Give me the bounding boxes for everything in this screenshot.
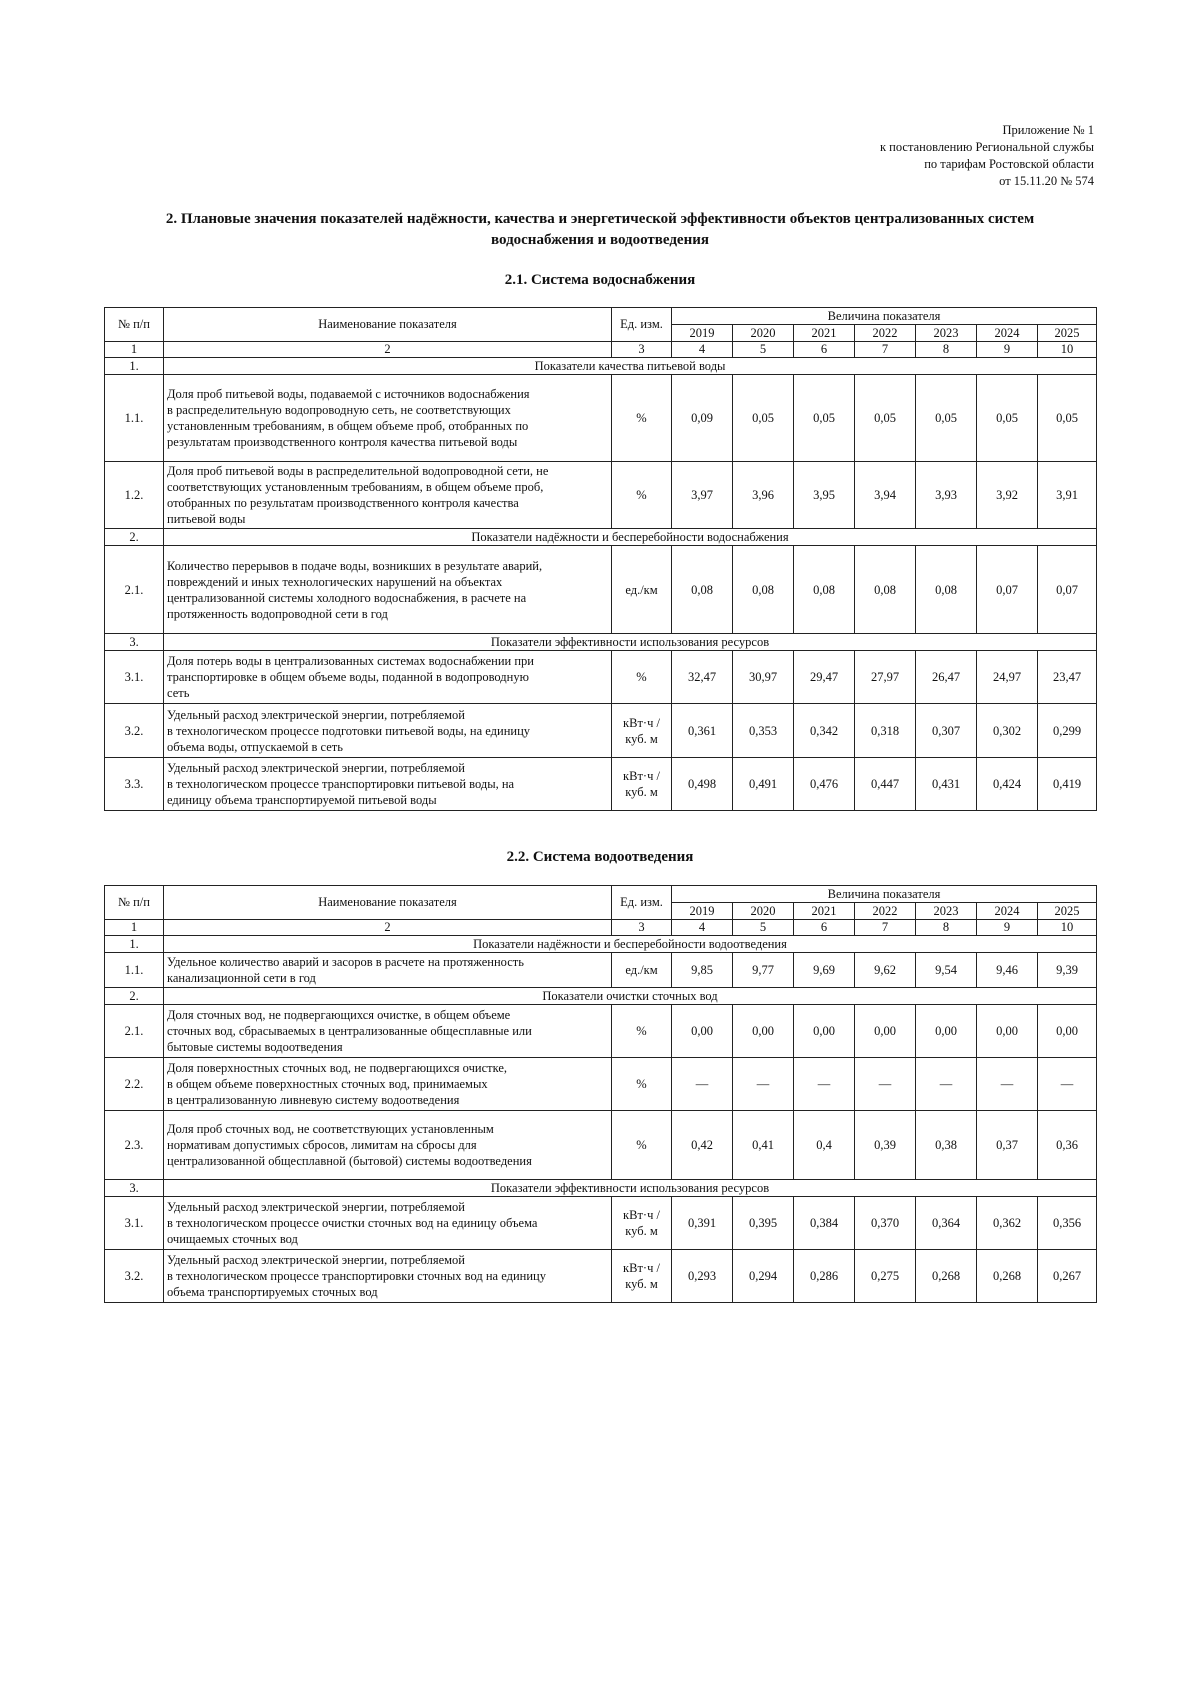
column-index: 9: [977, 920, 1038, 936]
value-cell: 3,94: [855, 462, 916, 529]
header-value: Величина показателя: [672, 308, 1097, 325]
indicator-name-line: транспортировке в общем объеме воды, поданной в водопроводную: [167, 670, 529, 684]
title-line: водоснабжения и водоотведения: [491, 232, 709, 248]
indicator-name-line: установленным требованиям, в общем объеме проб, отобранных по: [167, 419, 529, 433]
unit-line: кВт·ч /: [623, 1208, 660, 1222]
value-cell: —: [733, 1058, 794, 1111]
indicator-name-line: Удельный расход электрической энергии, потребляемой: [167, 1253, 465, 1267]
table-row: [105, 1058, 1097, 1111]
indicator-name-line: Доля потерь воды в централизованных системах водоснабжении при: [167, 654, 534, 668]
value-cell: 3,95: [794, 462, 855, 529]
value-cell: 27,97: [855, 651, 916, 704]
document-title: [100, 209, 1100, 251]
header-year: 2019: [672, 325, 733, 342]
value-cell: 0,00: [855, 1005, 916, 1058]
header-year: 2021: [794, 325, 855, 342]
unit-line: кВт·ч /: [623, 1261, 660, 1275]
group-title: Показатели эффективности использования ресурсов: [164, 634, 1097, 651]
unit-line: %: [636, 488, 647, 502]
value-cell: 9,39: [1038, 953, 1097, 988]
indicator-name-line: Удельный расход электрической энергии, потребляемой: [167, 1200, 465, 1214]
unit-line: кВт·ч /: [623, 715, 660, 730]
indicator-name-line: в технологическом процессе подготовки питьевой воды, на единицу: [167, 723, 531, 738]
column-index: 10: [1038, 342, 1097, 358]
indicator-name: [164, 546, 612, 634]
indicator-name: [164, 953, 612, 988]
column-index: 5: [733, 920, 794, 936]
value-cell: 0,00: [916, 1005, 977, 1058]
value-cell: 0,395: [733, 1197, 794, 1250]
value-cell: 0,361: [672, 704, 733, 758]
indicator-name-line: Доля сточных вод, не подвергающихся очистке, в общем объеме: [167, 1008, 511, 1022]
value-cell: 0,294: [733, 1250, 794, 1303]
header-num: № п/п: [105, 886, 164, 920]
row-num: 1.2.: [105, 462, 164, 529]
indicator-name-line: единицу объема транспортируемой питьевой воды: [167, 793, 437, 807]
value-cell: 0,00: [977, 1005, 1038, 1058]
header-row: [105, 886, 1097, 903]
unit-cell: [612, 704, 672, 758]
indicator-name-line: отобранных по результатам производственного контроля качества: [167, 496, 519, 510]
indicator-name-line: в технологическом процессе транспортировки питьевой воды, на: [167, 777, 515, 791]
value-cell: 0,05: [1038, 375, 1097, 462]
value-cell: 0,00: [672, 1005, 733, 1058]
value-cell: —: [1038, 1058, 1097, 1111]
indicator-name-line: очищаемых сточных вод: [167, 1232, 298, 1246]
column-index: 5: [733, 342, 794, 358]
indicator-name-line: сточных вод, сбрасываемых в централизованные общесплавные или: [167, 1024, 532, 1038]
indicator-name-line: централизованной системы холодного водоснабжения, в расчете на: [167, 590, 527, 605]
value-cell: 0,307: [916, 704, 977, 758]
title-line: 2. Плановые значения показателей надёжности, качества и энергетической эффективности объектов централизованных систем: [165, 211, 1035, 227]
header-year: 2023: [916, 325, 977, 342]
column-index: 8: [916, 342, 977, 358]
row-num: 2.1.: [105, 546, 164, 634]
unit-cell: [612, 375, 672, 462]
unit-line: куб. м: [625, 731, 658, 746]
header-unit: Ед. изм.: [612, 308, 672, 342]
indicator-name-line: в централизованную ливневую систему водоотведения: [167, 1093, 460, 1107]
value-cell: 0,302: [977, 704, 1038, 758]
value-cell: 0,318: [855, 704, 916, 758]
value-cell: 0,267: [1038, 1250, 1097, 1303]
indicator-name-line: бытовые системы водоотведения: [167, 1040, 343, 1054]
value-cell: 0,299: [1038, 704, 1097, 758]
column-index: 3: [612, 342, 672, 358]
value-cell: —: [672, 1058, 733, 1111]
value-cell: 24,97: [977, 651, 1038, 704]
value-cell: 0,09: [672, 375, 733, 462]
indicator-name-line: в распределительную водопроводную сеть, не соответствующих: [167, 403, 511, 417]
group-row: [105, 936, 1097, 953]
unit-line: %: [636, 670, 647, 684]
unit-cell: [612, 1005, 672, 1058]
value-cell: —: [855, 1058, 916, 1111]
group-title: Показатели эффективности использования ресурсов: [164, 1180, 1097, 1197]
value-cell: 0,268: [977, 1250, 1038, 1303]
value-cell: 0,268: [916, 1250, 977, 1303]
header-year: 2020: [733, 903, 794, 920]
header-year: 2020: [733, 325, 794, 342]
indicator-name-line: результатам производственного контроля качества питьевой воды: [167, 435, 518, 449]
value-cell: 0,08: [672, 546, 733, 634]
unit-cell: [612, 546, 672, 634]
table-row: [105, 462, 1097, 529]
value-cell: 9,62: [855, 953, 916, 988]
value-cell: 0,293: [672, 1250, 733, 1303]
value-cell: 0,38: [916, 1111, 977, 1180]
value-cell: 0,4: [794, 1111, 855, 1180]
header-year: 2024: [977, 325, 1038, 342]
header-year: 2025: [1038, 325, 1097, 342]
indicator-name-line: канализационной сети в год: [167, 971, 316, 985]
column-index: 4: [672, 342, 733, 358]
value-cell: 9,69: [794, 953, 855, 988]
value-cell: 3,92: [977, 462, 1038, 529]
value-cell: 0,286: [794, 1250, 855, 1303]
table-row: [105, 758, 1097, 811]
value-cell: 9,85: [672, 953, 733, 988]
row-num: 3.2.: [105, 704, 164, 758]
appendix-line: к постановлению Региональной службы: [879, 140, 1094, 154]
header-year: 2024: [977, 903, 1038, 920]
group-num: 1.: [105, 358, 164, 375]
indicator-name: [164, 375, 612, 462]
appendix-line: по тарифам Ростовской области: [924, 157, 1094, 171]
column-index: 10: [1038, 920, 1097, 936]
value-cell: 9,77: [733, 953, 794, 988]
value-cell: 0,00: [733, 1005, 794, 1058]
value-cell: 0,42: [672, 1111, 733, 1180]
indicator-name-line: Количество перерывов в подаче воды, возникших в результате аварий,: [167, 558, 543, 573]
indicator-name: [164, 1005, 612, 1058]
group-title: Показатели надёжности и бесперебойности водоотведения: [164, 936, 1097, 953]
unit-line: ед./км: [625, 963, 658, 977]
table-row: [105, 1250, 1097, 1303]
indicator-name-line: повреждений и иных технологических нарушений на объектах: [167, 574, 503, 589]
row-num: 2.2.: [105, 1058, 164, 1111]
value-cell: 0,07: [977, 546, 1038, 634]
value-cell: 0,08: [733, 546, 794, 634]
value-cell: 0,07: [1038, 546, 1097, 634]
value-cell: 0,498: [672, 758, 733, 811]
row-num: 1.1.: [105, 375, 164, 462]
unit-line: кВт·ч /: [623, 769, 660, 783]
indicator-name-line: Удельный расход электрической энергии, потребляемой: [167, 707, 465, 722]
value-cell: 30,97: [733, 651, 794, 704]
indicator-name-line: нормативам допустимых сбросов, лимитам на сбросы для: [167, 1138, 477, 1152]
group-row: [105, 1180, 1097, 1197]
value-cell: 9,54: [916, 953, 977, 988]
header-year: 2022: [855, 325, 916, 342]
row-num: 2.3.: [105, 1111, 164, 1180]
value-cell: 0,447: [855, 758, 916, 811]
unit-line: %: [636, 411, 647, 425]
header-year: 2022: [855, 903, 916, 920]
value-cell: 0,424: [977, 758, 1038, 811]
header-row: [105, 308, 1097, 325]
indicator-name: [164, 704, 612, 758]
value-cell: 0,391: [672, 1197, 733, 1250]
table-row: [105, 651, 1097, 704]
indicator-name-line: Удельный расход электрической энергии, потребляемой: [167, 761, 465, 775]
header-year: 2021: [794, 903, 855, 920]
value-cell: 0,05: [916, 375, 977, 462]
row-num: 3.2.: [105, 1250, 164, 1303]
indicator-name-line: объема транспортируемых сточных вод: [167, 1285, 378, 1299]
row-num: 1.1.: [105, 953, 164, 988]
group-num: 3.: [105, 1180, 164, 1197]
section-title-wastewater: 2.2. Система водоотведения: [506, 849, 694, 865]
indicator-name-line: Доля проб питьевой воды в распределительной водопроводной сети, не: [167, 464, 549, 478]
header-year: 2025: [1038, 903, 1097, 920]
column-index: 6: [794, 920, 855, 936]
value-cell: —: [794, 1058, 855, 1111]
unit-cell: [612, 758, 672, 811]
row-num: 3.1.: [105, 651, 164, 704]
header-year: 2023: [916, 903, 977, 920]
unit-line: ед./км: [625, 582, 658, 597]
value-cell: 32,47: [672, 651, 733, 704]
table-row: [105, 704, 1097, 758]
value-cell: 0,491: [733, 758, 794, 811]
value-cell: 0,05: [977, 375, 1038, 462]
value-cell: 0,39: [855, 1111, 916, 1180]
table-body: [105, 886, 1097, 1303]
value-cell: 0,353: [733, 704, 794, 758]
unit-line: %: [636, 1024, 647, 1038]
indicator-name: [164, 1197, 612, 1250]
value-cell: 0,05: [794, 375, 855, 462]
value-cell: 0,364: [916, 1197, 977, 1250]
unit-cell: [612, 462, 672, 529]
column-index: 1: [105, 920, 164, 936]
indicator-name: [164, 758, 612, 811]
value-cell: 0,362: [977, 1197, 1038, 1250]
unit-line: куб. м: [625, 1277, 658, 1291]
value-cell: 0,370: [855, 1197, 916, 1250]
value-cell: 26,47: [916, 651, 977, 704]
table-row: [105, 1005, 1097, 1058]
row-num: 3.1.: [105, 1197, 164, 1250]
column-index: 1: [105, 342, 164, 358]
group-row: [105, 634, 1097, 651]
table-row: [105, 953, 1097, 988]
unit-line: куб. м: [625, 785, 658, 799]
column-index: 2: [164, 342, 612, 358]
table-row: [105, 375, 1097, 462]
column-index: 9: [977, 342, 1038, 358]
table-row: [105, 1111, 1097, 1180]
column-index: 7: [855, 342, 916, 358]
group-title: Показатели качества питьевой воды: [164, 358, 1097, 375]
wastewater-table: [104, 885, 1097, 1303]
indicator-name-line: питьевой воды: [167, 512, 246, 526]
unit-cell: [612, 1250, 672, 1303]
unit-cell: [612, 1058, 672, 1111]
column-index-row: [105, 920, 1097, 936]
column-index: 8: [916, 920, 977, 936]
value-cell: 29,47: [794, 651, 855, 704]
header-name: Наименование показателя: [164, 886, 612, 920]
table-body: [105, 308, 1097, 811]
indicator-name-line: Доля поверхностных сточных вод, не подвергающихся очистке,: [167, 1061, 508, 1075]
value-cell: 0,419: [1038, 758, 1097, 811]
value-cell: 0,36: [1038, 1111, 1097, 1180]
value-cell: 0,08: [794, 546, 855, 634]
indicator-name-line: объема воды, отпускаемой в сеть: [167, 739, 343, 754]
group-row: [105, 529, 1097, 546]
section-title-water-supply: 2.1. Система водоснабжения: [504, 272, 696, 288]
group-num: 2.: [105, 988, 164, 1005]
value-cell: —: [977, 1058, 1038, 1111]
column-index: 4: [672, 920, 733, 936]
value-cell: 0,08: [916, 546, 977, 634]
group-row: [105, 358, 1097, 375]
header-value: Величина показателя: [672, 886, 1097, 903]
appendix-note: [880, 122, 1094, 190]
unit-line: %: [636, 1138, 647, 1152]
indicator-name-line: в общем объеме поверхностных сточных вод, принимаемых: [167, 1077, 488, 1091]
indicator-name-line: в технологическом процессе очистки сточных вод на единицу объема: [167, 1216, 538, 1230]
header-num: № п/п: [105, 308, 164, 342]
indicator-name: [164, 462, 612, 529]
group-row: [105, 988, 1097, 1005]
group-num: 1.: [105, 936, 164, 953]
header-name: Наименование показателя: [164, 308, 612, 342]
value-cell: 0,431: [916, 758, 977, 811]
indicator-name-line: соответствующих установленным требованиям, в общем объеме проб,: [167, 480, 544, 494]
group-num: 2.: [105, 529, 164, 546]
value-cell: 0,05: [733, 375, 794, 462]
value-cell: 0,356: [1038, 1197, 1097, 1250]
group-num: 3.: [105, 634, 164, 651]
indicator-name-line: Доля проб сточных вод, не соответствующих установленным: [167, 1122, 494, 1136]
unit-cell: [612, 651, 672, 704]
header-year: 2019: [672, 903, 733, 920]
value-cell: 3,97: [672, 462, 733, 529]
unit-line: куб. м: [625, 1224, 658, 1238]
value-cell: 0,342: [794, 704, 855, 758]
value-cell: 0,00: [794, 1005, 855, 1058]
group-title: Показатели очистки сточных вод: [164, 988, 1097, 1005]
value-cell: 3,93: [916, 462, 977, 529]
unit-line: %: [636, 1077, 647, 1091]
header-unit: Ед. изм.: [612, 886, 672, 920]
value-cell: 0,275: [855, 1250, 916, 1303]
unit-cell: [612, 1111, 672, 1180]
indicator-name: [164, 1058, 612, 1111]
appendix-line: от 15.11.20 № 574: [999, 174, 1094, 188]
value-cell: —: [916, 1058, 977, 1111]
column-index-row: [105, 342, 1097, 358]
value-cell: 3,96: [733, 462, 794, 529]
indicator-name-line: Доля проб питьевой воды, подаваемой с источников водоснабжения: [167, 387, 530, 401]
value-cell: 0,476: [794, 758, 855, 811]
value-cell: 9,46: [977, 953, 1038, 988]
column-index: 3: [612, 920, 672, 936]
unit-cell: [612, 953, 672, 988]
value-cell: 0,384: [794, 1197, 855, 1250]
value-cell: 3,91: [1038, 462, 1097, 529]
row-num: 3.3.: [105, 758, 164, 811]
table-row: [105, 546, 1097, 634]
value-cell: 0,37: [977, 1111, 1038, 1180]
indicator-name: [164, 651, 612, 704]
indicator-name-line: Удельное количество аварий и засоров в расчете на протяженность: [167, 955, 524, 969]
column-index: 6: [794, 342, 855, 358]
column-index: 7: [855, 920, 916, 936]
unit-cell: [612, 1197, 672, 1250]
indicator-name: [164, 1250, 612, 1303]
row-num: 2.1.: [105, 1005, 164, 1058]
table-row: [105, 1197, 1097, 1250]
indicator-name-line: в технологическом процессе транспортировки сточных вод на единицу: [167, 1269, 546, 1283]
indicator-name: [164, 1111, 612, 1180]
value-cell: 0,41: [733, 1111, 794, 1180]
value-cell: 0,05: [855, 375, 916, 462]
indicator-name-line: протяженность водопроводной сети в год: [167, 606, 388, 621]
column-index: 2: [164, 920, 612, 936]
value-cell: 0,08: [855, 546, 916, 634]
indicator-name-line: централизованной общесплавной (бытовой) системы водоотведения: [167, 1154, 532, 1168]
water-supply-table: [104, 307, 1097, 811]
indicator-name-line: сеть: [167, 686, 190, 700]
group-title: Показатели надёжности и бесперебойности водоснабжения: [164, 529, 1097, 546]
appendix-line: Приложение № 1: [1002, 123, 1094, 137]
value-cell: 0,00: [1038, 1005, 1097, 1058]
value-cell: 23,47: [1038, 651, 1097, 704]
